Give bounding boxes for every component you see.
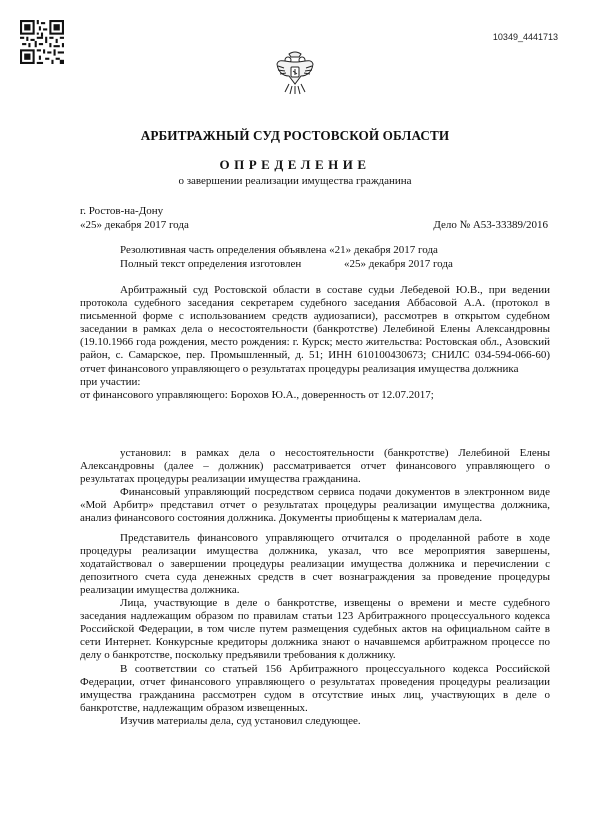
full-text-date: «25» декабря 2017 года bbox=[344, 258, 453, 270]
paragraph-article-156: В соответствии со статьей 156 Арбитражного процессуального кодекса Российской Федерации, отчет финансового управляющего о результатах проведения процедуры реализации имущества гражданина рассмотрен судом в отсутствие иных лиц, участвующих в деле о банкротстве, надлежащим образом извещенных. bbox=[80, 662, 550, 714]
paragraph-report-submitted: Финансовый управляющий посредством сервиса подачи документов в электронном виде «Мой Арбитр» представил отчет о результатах процедуры реализации имущества должника, анализ финансового состояния должника. Документы приобщены к материалам дела. bbox=[80, 486, 550, 525]
participation-text: от финансового управляющего: Борохов Ю.А., доверенность от 12.07.2017; bbox=[80, 388, 434, 401]
coat-of-arms-icon bbox=[275, 50, 315, 96]
resolution-announced-line: Резолютивная часть определения объявлена «21» декабря 2017 года bbox=[120, 244, 438, 256]
paragraph-notification: Лица, участвующие в деле о банкротстве, извещены о времени и месте судебного заседания надлежащим образом по правилам статьи 123 Арбитражного процессуального кодекса Российской Федерации, в том числе путем размещения судебных актов на официальном сайте в сети Интернет. Конкурсные кредиторы должника знают о начавшемся арбитражном процессе по делу о банкротстве, поскольку предъявили требования к должнику. bbox=[80, 597, 550, 662]
paragraph-conclusion: Изучив материалы дела, суд установил следующее. bbox=[120, 714, 361, 727]
document-id: 10349_4441713 bbox=[492, 32, 558, 42]
court-name: АРБИТРАЖНЫЙ СУД РОСТОВСКОЙ ОБЛАСТИ bbox=[140, 128, 450, 143]
city: г. Ростов-на-Дону bbox=[80, 205, 164, 217]
intro-text: Арбитражный суд Ростовской области в составе судьи Лебедевой Ю.В., при ведении протокола судебного заседания секретарем судебного заседания Аббасовой А.А. (протокол в письменной форме с использованием средств аудиозаписи), рассмотрев в открытом судебном заседании в рамках дела о несостоятельности (банкротстве) Лелебиной Елены Александровны (19.10.1966 года рождения, место рождения: г. Курск; место жительства: Ростовская обл., Азовский район, с. Самарское, пер. Промышленный, д. 51; ИНН 610100430673; СНИЛС 034-594-066-60) отчет финансового управляющего о результатах процедуры реализация имущества должника bbox=[80, 284, 550, 375]
document-subject: о завершении реализации имущества гражданина bbox=[178, 175, 412, 187]
introduction-paragraph bbox=[80, 284, 550, 402]
decision-date: «25» декабря 2017 года bbox=[80, 219, 189, 231]
full-text-label: Полный текст определения изготовлен bbox=[120, 258, 302, 270]
document-type: ОПРЕДЕЛЕНИЕ bbox=[219, 157, 371, 172]
paragraph-representative: Представитель финансового управляющего отчитался о проделанной работе в ходе процедуры реализации имущества должника, указал, что все мероприятия завершены, ходатайствовал о завершении процедуры реализации имущества должника и перечислении с депозитного счета суда денежных средств в счет вознаграждения за проведение процедуры реализации имущества должника. bbox=[80, 531, 550, 596]
paragraph-established: установил: в рамках дела о несостоятельности (банкротстве) Лелебиной Елены Александровны (далее – должник) рассматривается отчет финансового управляющего о результатах процедуры реализации имущества гражданина. bbox=[80, 447, 550, 486]
case-number: Дело № А53-33389/2016 bbox=[433, 219, 548, 231]
findings-section bbox=[80, 447, 550, 728]
participation-label: при участии: bbox=[80, 375, 141, 388]
qr-code bbox=[20, 20, 64, 64]
